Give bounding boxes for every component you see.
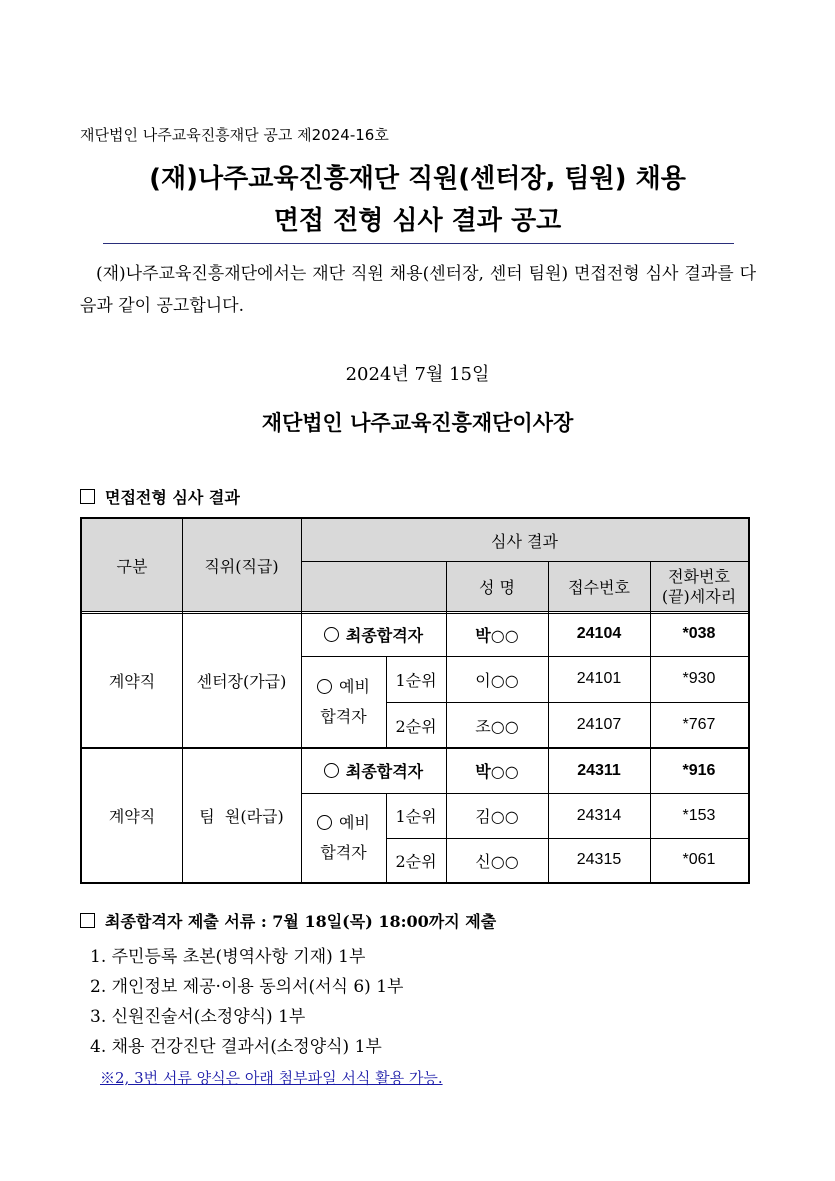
document-item: 4. 채용 건강진단 결과서(소정양식) 1부 <box>90 1037 382 1057</box>
group1-reserve1-phone-text: *930 <box>682 670 716 687</box>
group2-final-label-text: 최종합격자 <box>345 762 424 781</box>
group2-final-label <box>301 748 446 793</box>
group2-position <box>182 748 301 882</box>
group1-final-receipt-text: 24104 <box>576 625 622 642</box>
grid-line <box>301 656 748 657</box>
grid-line <box>386 702 748 703</box>
section-heading-results <box>80 485 240 508</box>
group2-reserve2-rank <box>386 838 446 882</box>
header-receipt <box>548 561 650 612</box>
group1-category <box>82 612 182 748</box>
section-heading-documents <box>80 909 496 932</box>
group2-reserve1-rank-text: 1순위 <box>395 807 437 826</box>
group1-reserve2-name <box>446 702 548 748</box>
group2-reserve1-phone-text: *153 <box>682 806 716 824</box>
group1-reserve1-name-text: 이○○ <box>475 670 519 690</box>
grid-line <box>301 561 748 562</box>
grid-line <box>301 793 748 794</box>
group2-reserve1-phone <box>650 793 748 838</box>
group2-reserve1-rank <box>386 793 446 838</box>
circle-icon <box>324 763 339 778</box>
document-title-line-1: (재)나주교육진흥재단 직원(센터장, 팀원) 채용 <box>149 164 686 194</box>
header-result-text: 심사 결과 <box>491 531 558 551</box>
grid-line <box>82 747 748 749</box>
header-category <box>82 519 182 612</box>
grid-line <box>548 561 549 882</box>
group2-reserve-label <box>301 793 386 882</box>
group2-reserve1-receipt <box>548 793 650 838</box>
group2-reserve2-receipt-text: 24315 <box>576 851 622 868</box>
document-title-line-2: 면접 전형 심사 결과 공고 <box>273 206 562 236</box>
group1-reserve1-receipt <box>548 656 650 702</box>
results-table <box>80 517 750 884</box>
group2-reserve2-receipt <box>548 838 650 882</box>
group1-final-phone <box>650 612 748 656</box>
group2-reserve-label-2: 합격자 <box>320 842 367 862</box>
group1-final-receipt <box>548 612 650 656</box>
group1-final-name <box>446 612 548 656</box>
group1-reserve1-name <box>446 656 548 702</box>
grid-line <box>446 561 447 882</box>
group1-reserve2-name-text: 조○○ <box>475 716 519 736</box>
group2-reserve2-name <box>446 838 548 882</box>
group2-reserve2-phone-text: *061 <box>682 851 716 868</box>
announcement-date: 2024년 7월 15일 <box>345 364 490 385</box>
group2-reserve1-name-text: 김○○ <box>475 807 519 826</box>
group2-reserve2-name-text: 신○○ <box>475 851 519 871</box>
header-position-text: 직위(직급) <box>204 557 279 576</box>
group2-final-phone-text: *916 <box>682 761 716 779</box>
group1-reserve2-rank <box>386 702 446 748</box>
grid-line-double <box>82 611 748 614</box>
group2-category <box>82 748 182 882</box>
header-receipt-text: 접수번호 <box>568 578 630 597</box>
group2-final-name-text: 박○○ <box>475 762 519 781</box>
title-underline <box>103 243 734 244</box>
header-name <box>446 561 548 612</box>
circle-icon <box>324 627 339 642</box>
circle-icon <box>317 815 332 830</box>
group2-reserve2-rank-text: 2순위 <box>395 851 437 871</box>
header-phone-text-1: 전화번호 <box>668 566 730 586</box>
group1-reserve2-receipt-text: 24107 <box>576 716 622 733</box>
grid-line <box>386 838 748 839</box>
intro-text: (재)나주교육진흥재단에서는 재단 직원 채용(센터장, 센터 팀원) 면접전형 심사 결과를 다음과 같이 공고합니다. <box>80 264 756 316</box>
group1-category-text: 계약직 <box>108 671 156 691</box>
grid-line <box>182 519 183 882</box>
document-item: 1. 주민등록 초본(병역사항 기재) 1부 <box>90 947 366 967</box>
header-phone <box>650 561 748 612</box>
group1-reserve-label-2: 합격자 <box>320 707 367 726</box>
group1-reserve2-phone-text: *767 <box>682 716 716 733</box>
group2-final-name <box>446 748 548 793</box>
header-result <box>301 519 748 561</box>
group2-final-receipt <box>548 748 650 793</box>
header-blank <box>301 561 446 612</box>
group1-reserve-label <box>301 656 386 748</box>
group2-category-text: 계약직 <box>108 806 156 826</box>
group1-reserve1-receipt-text: 24101 <box>576 670 622 687</box>
intro-paragraph <box>80 258 756 322</box>
group2-reserve-label-1: 예비 <box>317 808 370 838</box>
attachment-note: ※2, 3번 서류 양식은 아래 첨부파일 서식 활용 가능. <box>100 1069 443 1087</box>
group1-reserve1-rank-text: 1순위 <box>395 670 437 690</box>
header-name-text: 성 명 <box>479 578 515 597</box>
group2-reserve1-receipt-text: 24314 <box>576 806 622 824</box>
checkbox-square-icon <box>80 489 95 504</box>
header-phone-text-2: (끝)세자리 <box>661 586 737 606</box>
signer: 재단법인 나주교육진흥재단이사장 <box>261 410 574 435</box>
group1-final-name-text: 박○○ <box>475 625 519 645</box>
group1-final-phone-text: *038 <box>682 625 716 642</box>
group1-reserve2-receipt <box>548 702 650 748</box>
group1-reserve1-rank <box>386 656 446 702</box>
header-category-text: 구분 <box>116 557 148 576</box>
group1-final-label-text: 최종합격자 <box>345 625 424 645</box>
section-heading-results-text: 면접전형 심사 결과 <box>105 488 240 507</box>
document-item: 2. 개인정보 제공·이용 동의서(서식 6) 1부 <box>90 977 404 997</box>
section-heading-documents-text: 최종합격자 제출 서류 : 7월 18일(목) 18:00까지 제출 <box>105 912 497 931</box>
notice-number: 재단법인 나주교육진흥재단 공고 제2024-16호 <box>80 126 389 144</box>
checkbox-square-icon <box>80 913 95 928</box>
document-item: 3. 신원진술서(소정양식) 1부 <box>90 1007 306 1027</box>
grid-line <box>650 561 651 882</box>
group1-final-label <box>301 612 446 656</box>
grid-line <box>301 519 302 882</box>
group2-reserve2-phone <box>650 838 748 882</box>
group2-final-phone <box>650 748 748 793</box>
group1-reserve2-rank-text: 2순위 <box>395 716 437 736</box>
group1-position <box>182 612 301 748</box>
header-position <box>182 519 301 612</box>
group1-reserve-label-1: 예비 <box>317 672 370 702</box>
group1-reserve1-phone <box>650 656 748 702</box>
group2-final-receipt-text: 24311 <box>577 761 621 779</box>
group2-position-text: 팀 원(라급) <box>199 806 284 826</box>
circle-icon <box>317 679 332 694</box>
group1-reserve2-phone <box>650 702 748 748</box>
group1-position-text: 센터장(가급) <box>196 671 287 691</box>
group2-reserve1-name <box>446 793 548 838</box>
